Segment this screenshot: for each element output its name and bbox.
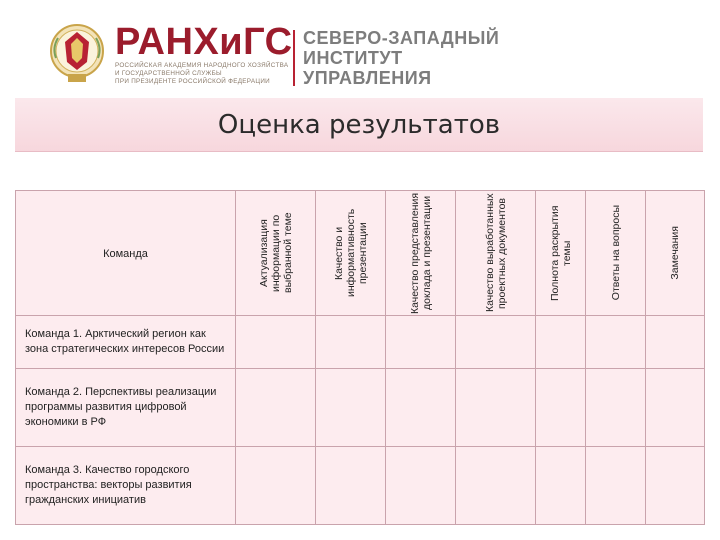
criterion-header — [646, 191, 705, 316]
criterion-header-label: Актуализация информации по выбранной теме — [257, 212, 294, 294]
score-cell[interactable] — [536, 446, 586, 524]
criterion-header — [236, 191, 316, 316]
criterion-header — [456, 191, 536, 316]
table-header-row — [16, 191, 705, 316]
score-cell[interactable] — [236, 316, 316, 369]
criterion-header — [586, 191, 646, 316]
team-name: Команда 2. Перспективы реализации программы развития цифровой экономики в РФ — [16, 368, 236, 446]
criterion-header-label: Качество выработанных проектных документов — [483, 193, 508, 313]
ranepa-emblem-icon — [48, 18, 106, 88]
brand-block — [115, 22, 295, 86]
score-cell[interactable] — [316, 316, 386, 369]
score-cell[interactable] — [456, 316, 536, 369]
criterion-header-label: Качество представления доклада и презентации — [408, 192, 433, 314]
criterion-header — [316, 191, 386, 316]
team-name: Команда 3. Качество городского пространства: векторы развития гражданских инициатив — [16, 446, 236, 524]
criterion-header-label: Замечания — [669, 226, 681, 280]
score-cell[interactable] — [646, 368, 705, 446]
score-cell[interactable] — [386, 316, 456, 369]
score-cell[interactable] — [236, 368, 316, 446]
header-divider — [293, 30, 295, 86]
score-cell[interactable] — [536, 368, 586, 446]
score-cell[interactable] — [586, 446, 646, 524]
score-cell[interactable] — [586, 368, 646, 446]
team-name: Команда 1. Арктический регион как зона стратегических интересов России — [16, 316, 236, 369]
score-cell[interactable] — [316, 446, 386, 524]
header — [0, 0, 720, 100]
table-row — [16, 316, 705, 369]
criterion-header-label: Полнота раскрытия темы — [548, 205, 573, 301]
institute-line: СЕВЕРО-ЗАПАДНЫЙ — [303, 28, 500, 48]
table-row — [16, 446, 705, 524]
criterion-header — [386, 191, 456, 316]
title-banner — [15, 98, 703, 152]
score-cell[interactable] — [386, 446, 456, 524]
evaluation-table — [15, 190, 705, 525]
institute-line: УПРАВЛЕНИЯ — [303, 68, 432, 88]
criterion-header-label: Качество и информативность презентации — [332, 208, 369, 298]
score-cell[interactable] — [236, 446, 316, 524]
score-cell[interactable] — [586, 316, 646, 369]
criterion-header — [536, 191, 586, 316]
score-cell[interactable] — [536, 316, 586, 369]
table-row — [16, 368, 705, 446]
brand-subtitle-line: И ГОСУДАРСТВЕННОЙ СЛУЖБЫ — [115, 70, 222, 77]
score-cell[interactable] — [646, 446, 705, 524]
team-column-header: Команда — [16, 191, 236, 316]
score-cell[interactable] — [456, 446, 536, 524]
page-title: Оценка результатов — [217, 110, 501, 140]
score-cell[interactable] — [646, 316, 705, 369]
brand-subtitle-line: РОССИЙСКАЯ АКАДЕМИЯ НАРОДНОГО ХОЗЯЙСТВА — [115, 62, 289, 69]
brand-subtitle-line: ПРИ ПРЕЗИДЕНТЕ РОССИЙСКОЙ ФЕДЕРАЦИИ — [115, 78, 270, 85]
score-cell[interactable] — [316, 368, 386, 446]
score-cell[interactable] — [456, 368, 536, 446]
criterion-header-label: Ответы на вопросы — [609, 205, 622, 301]
institute-name — [303, 28, 499, 88]
score-cell[interactable] — [386, 368, 456, 446]
institute-line: ИНСТИТУТ — [303, 48, 403, 68]
brand-name: РАНХиГС — [115, 21, 293, 63]
